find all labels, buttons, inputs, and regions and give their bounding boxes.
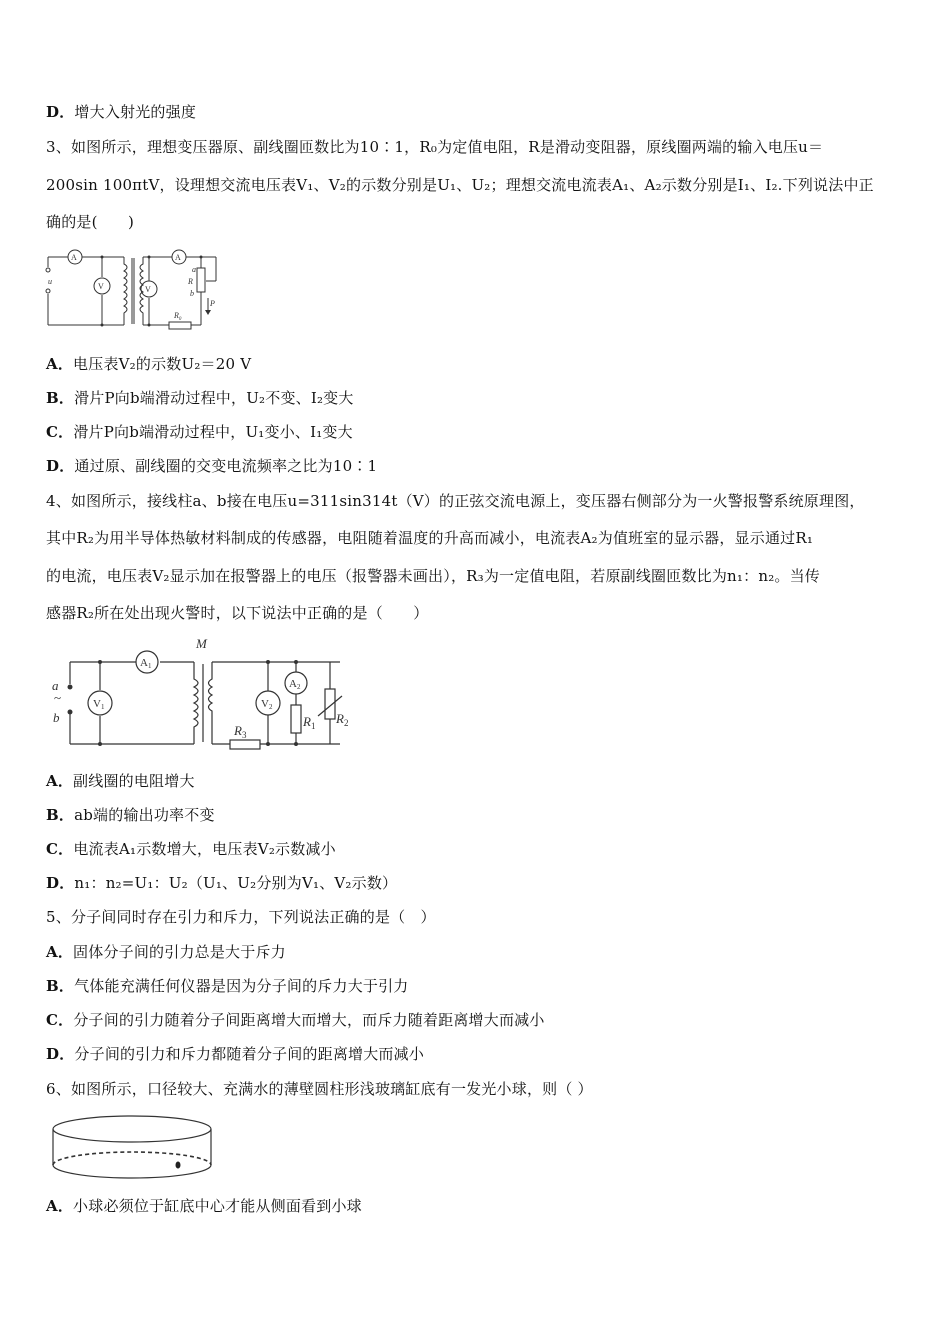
q4-stem-line-4: 感器R₂所在处出现火警时，以下说法中正确的是（ ）	[46, 604, 429, 622]
q3-stem-line-3: 确的是( )	[46, 213, 135, 231]
svg-text:A: A	[71, 253, 77, 262]
q5-option-c	[46, 1010, 545, 1030]
option-text: 增大入射光的强度	[74, 103, 197, 121]
glowing-ball-icon	[176, 1162, 181, 1169]
option-letter: A．	[46, 772, 74, 790]
q4-option-b	[46, 805, 215, 825]
svg-text:b: b	[53, 710, 60, 725]
q2-option-d	[46, 102, 196, 122]
option-letter: B．	[46, 806, 75, 824]
option-letter: B．	[46, 977, 75, 995]
q4-option-d	[46, 873, 397, 893]
svg-text:R0: $R_0$	[174, 311, 182, 322]
option-letter: D．	[46, 103, 75, 121]
option-text: 电压表V₂的示数U₂＝20 V	[73, 355, 252, 373]
q5-option-d	[46, 1044, 424, 1064]
svg-text:V: V	[98, 282, 104, 291]
option-text: 分子间的引力随着分子间距离增大而增大，而斥力随着距离增大而减小	[73, 1011, 545, 1029]
option-text: 气体能充满任何仪器是因为分子间的斥力大于引力	[74, 977, 409, 995]
q6-cylinder-diagram	[48, 1113, 218, 1181]
svg-text:R3: $R_3$	[234, 723, 247, 740]
option-letter: D．	[46, 1045, 75, 1063]
option-text: 通过原、副线圈的交变电流频率之比为10∶1	[74, 457, 378, 475]
option-letter: C．	[46, 840, 74, 858]
q3-option-b	[46, 388, 354, 408]
q3-option-c	[46, 422, 353, 442]
q3-stem-line-2: 200sin 100πtV，设理想交流电压表V₁、V₂的示数分别是U₁、U₂；理想交流电流表A₁、A₂示数分别是I₁、I₂.下列说法中正	[46, 176, 874, 194]
q4-stem-line-2: 其中R₂为用半导体热敏材料制成的传感器，电阻随着温度的升高而减小，电流表A₂为值班室的显示器，显示通过R₁	[46, 529, 814, 547]
q5-stem: 5、分子间同时存在引力和斥力，下列说法正确的是（ ）	[46, 908, 436, 926]
option-letter: B．	[46, 389, 75, 407]
option-letter: C．	[46, 423, 74, 441]
svg-text:A: A	[175, 253, 181, 262]
svg-text:u: u	[48, 277, 52, 286]
option-letter: A．	[46, 943, 74, 961]
option-text: 副线圈的电阻增大	[73, 772, 195, 790]
option-text: 分子间的引力和斥力都随着分子间的距离增大而减小	[74, 1045, 425, 1063]
svg-text:V2: V2	[261, 698, 273, 711]
svg-text:a: a	[192, 265, 196, 274]
q5-option-b	[46, 976, 409, 996]
q4-option-c	[46, 839, 336, 859]
q6-stem: 6、如图所示，口径较大、充满水的薄壁圆柱形浅玻璃缸底有一发光小球，则（ ）	[46, 1080, 593, 1098]
option-text: 固体分子间的引力总是大于斥力	[73, 943, 286, 961]
option-letter: C．	[46, 1011, 74, 1029]
svg-text:A1: A1	[140, 657, 152, 670]
svg-text:~: ~	[54, 690, 62, 705]
option-text: n₁：n₂=U₁：U₂（U₁、U₂分别为V₁、V₂示数）	[74, 874, 398, 892]
option-letter: D．	[46, 457, 75, 475]
option-text: 滑片P向b端滑动过程中，U₁变小、I₁变大	[73, 423, 353, 441]
svg-text:V: V	[145, 285, 151, 294]
svg-text:b: b	[190, 289, 194, 298]
q3-option-d	[46, 456, 377, 476]
option-letter: A．	[46, 355, 74, 373]
option-text: 滑片P向b端滑动过程中，U₂不变、I₂变大	[74, 389, 354, 407]
q3-option-a	[46, 354, 251, 374]
option-text: 电流表A₁示数增大，电压表V₂示数减小	[73, 840, 336, 858]
option-text: 小球必须位于缸底中心才能从侧面看到小球	[73, 1197, 362, 1215]
option-letter: A．	[46, 1197, 74, 1215]
svg-text:A2: A2	[289, 678, 301, 691]
option-letter: D．	[46, 874, 75, 892]
q6-option-a	[46, 1196, 362, 1216]
svg-text:a: a	[52, 678, 59, 693]
q3-circuit-diagram	[44, 244, 219, 334]
svg-text:R2: $R_2$	[336, 711, 349, 728]
q3-stem-line-1: 3、如图所示，理想变压器原、副线圈匝数比为10∶1，R₀为定值电阻，R是滑动变阻器，原线圈两端的输入电压u＝	[46, 138, 824, 156]
svg-text:P: P	[210, 299, 215, 308]
q5-option-a	[46, 942, 286, 962]
fire-alarm-circuit-icon	[48, 634, 360, 754]
q4-stem-line-1: 4、如图所示，接线柱a、b接在电压u=311sin314t（V）的正弦交流电源上，变压器右侧部分为一火警报警系统原理图，	[46, 492, 865, 510]
option-text: ab端的输出功率不变	[74, 806, 215, 824]
svg-text:M: M	[196, 636, 207, 651]
q4-circuit-diagram	[48, 634, 360, 754]
transformer-circuit-icon	[44, 244, 219, 334]
q4-option-a	[46, 771, 195, 791]
svg-text:R1: $R_1$	[303, 714, 316, 731]
svg-text:V1: V1	[93, 698, 105, 711]
glass-cylinder-icon	[48, 1113, 218, 1181]
svg-text:R: R	[188, 277, 193, 286]
q4-stem-line-3: 的电流，电压表V₂显示加在报警器上的电压（报警器未画出），R₃为一定值电阻，若原副线圈匝数比为n₁：n₂。当传	[46, 567, 821, 585]
